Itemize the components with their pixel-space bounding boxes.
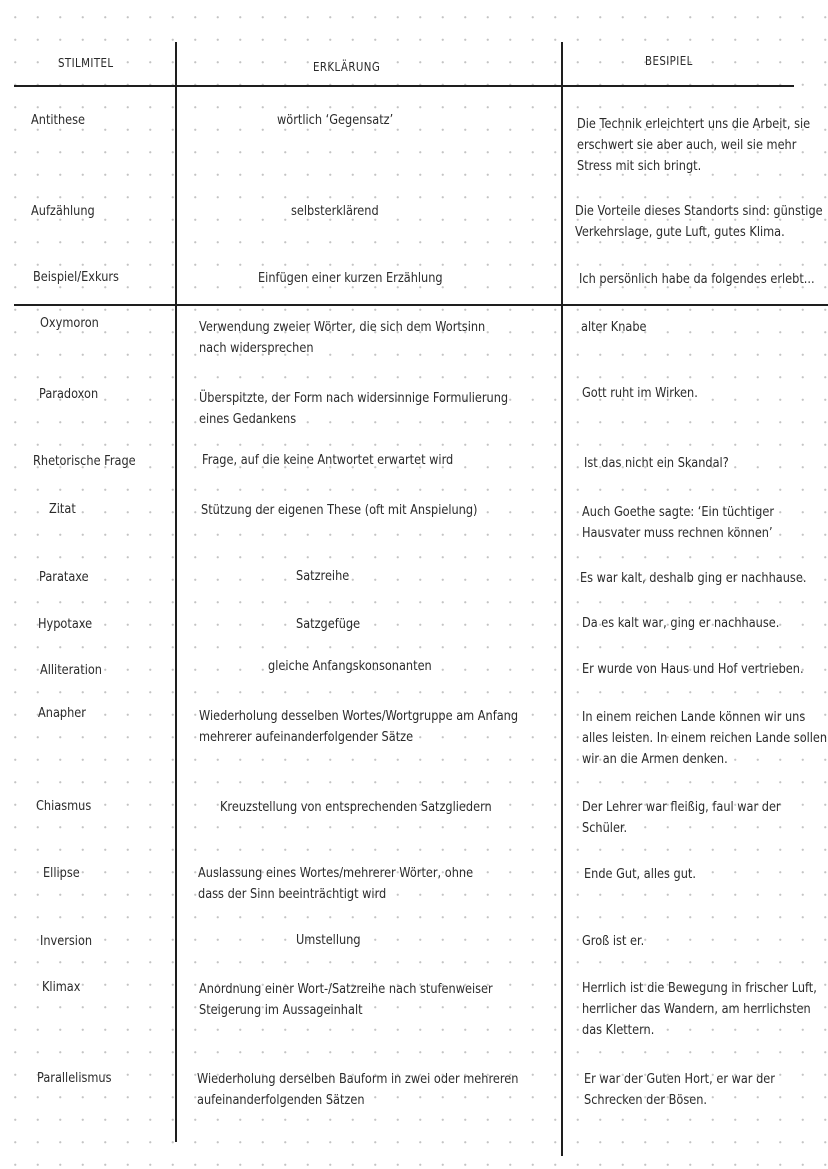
explanation-line: gleiche Anfangskonsonanten bbox=[268, 658, 432, 674]
explanation-line: Einfügen einer kurzen Erzählung bbox=[258, 270, 443, 286]
example-line: Er war der Guten Hort, er war der bbox=[584, 1071, 775, 1087]
example-line: Schüler. bbox=[582, 820, 628, 836]
explanation-line: Auslassung eines Wortes/mehrerer Wörter, ohne bbox=[198, 865, 474, 881]
device-name: Chiasmus bbox=[36, 798, 92, 814]
header-erklaerung: ERKLÄRUNG bbox=[313, 59, 381, 74]
example-line: Die Technik erleichtert uns die Arbeit, sie bbox=[577, 116, 811, 132]
example-line: Schrecken der Bösen. bbox=[584, 1092, 708, 1108]
explanation-line: wörtlich ‘Gegensatz’ bbox=[277, 112, 394, 128]
example-line: Da es kalt war, ging er nachhause. bbox=[582, 615, 780, 631]
explanation-line: mehrerer aufeinanderfolgender Sätze bbox=[199, 729, 414, 745]
device-name: Anapher bbox=[38, 705, 86, 721]
explanation-line: nach widersprechen bbox=[199, 340, 314, 356]
example-line: Ist das nicht ein Skandal? bbox=[584, 455, 729, 471]
example-line: Ich persönlich habe da folgendes erlebt... bbox=[579, 271, 815, 287]
device-name: Beispiel/Exkurs bbox=[33, 269, 119, 285]
explanation-line: Kreuzstellung von entsprechenden Satzgliedern bbox=[220, 799, 492, 815]
device-name: Klimax bbox=[42, 979, 81, 995]
header-stilmittel: STILMITEL bbox=[58, 55, 114, 70]
example-line: Der Lehrer war fleißig, faul war der bbox=[582, 799, 781, 815]
explanation-line: Überspitzte, der Form nach widersinnige Formulierung bbox=[199, 390, 509, 406]
explanation-line: Wiederholung desselben Wortes/Wortgruppe am Anfang bbox=[199, 708, 519, 724]
example-line: Herrlich ist die Bewegung in frischer Luft, bbox=[582, 980, 817, 996]
explanation-line: selbsterklärend bbox=[291, 203, 379, 219]
example-line: erschwert sie aber auch, weil sie mehr bbox=[577, 137, 797, 153]
section-divider bbox=[14, 304, 828, 306]
explanation-line: Wiederholung derselben Bauform in zwei oder mehreren bbox=[197, 1071, 519, 1087]
explanation-line: Umstellung bbox=[296, 932, 361, 948]
explanation-line: dass der Sinn beeinträchtigt wird bbox=[198, 886, 387, 902]
example-line: Ende Gut, alles gut. bbox=[584, 866, 696, 882]
device-name: Paradoxon bbox=[39, 386, 99, 402]
column-divider-right bbox=[561, 42, 563, 1156]
example-line: das Klettern. bbox=[582, 1022, 655, 1038]
device-name: Hypotaxe bbox=[38, 616, 93, 632]
device-name: Aufzählung bbox=[31, 203, 95, 219]
device-name: Inversion bbox=[40, 933, 93, 949]
example-line: Gott ruht im Wirken. bbox=[582, 385, 698, 401]
explanation-line: aufeinanderfolgenden Sätzen bbox=[197, 1092, 365, 1108]
device-name: Parataxe bbox=[39, 569, 89, 585]
device-name: Ellipse bbox=[43, 865, 80, 881]
example-line: Hausvater muss rechnen können’ bbox=[582, 525, 773, 541]
device-name: Antithese bbox=[31, 112, 86, 128]
device-name: Alliteration bbox=[40, 662, 102, 678]
example-line: alles leisten. In einem reichen Lande sollen bbox=[582, 730, 828, 746]
explanation-line: Frage, auf die keine Antwortet erwartet wird bbox=[202, 452, 454, 468]
example-line: Auch Goethe sagte: ‘Ein tüchtiger bbox=[582, 504, 775, 520]
example-line: Verkehrslage, gute Luft, gutes Klima. bbox=[575, 224, 785, 240]
explanation-line: Verwendung zweier Wörter, die sich dem Wortsinn bbox=[199, 319, 486, 335]
column-divider-left bbox=[175, 42, 177, 1142]
explanation-line: Anordnung einer Wort-/Satzreihe nach stufenweiser bbox=[199, 981, 493, 997]
example-line: wir an die Armen denken. bbox=[582, 751, 728, 767]
example-line: Stress mit sich bringt. bbox=[577, 158, 702, 174]
header-beispiel: BESIPIEL bbox=[645, 53, 693, 68]
explanation-line: Steigerung im Aussageinhalt bbox=[199, 1002, 363, 1018]
device-name: Oxymoron bbox=[40, 315, 99, 331]
device-name: Parallelismus bbox=[37, 1070, 112, 1086]
example-line: herrlicher das Wandern, am herrlichsten bbox=[582, 1001, 811, 1017]
explanation-line: eines Gedankens bbox=[199, 411, 297, 427]
explanation-line: Satzgefüge bbox=[296, 616, 361, 632]
explanation-line: Satzreihe bbox=[296, 568, 350, 584]
example-line: alter Knabe bbox=[581, 319, 647, 335]
example-line: Die Vorteile dieses Standorts sind: günstige bbox=[575, 203, 823, 219]
device-name: Rhetorische Frage bbox=[33, 453, 136, 469]
explanation-line: Stützung der eigenen These (oft mit Anspielung) bbox=[201, 502, 478, 518]
example-line: Er wurde von Haus und Hof vertrieben. bbox=[582, 661, 804, 677]
example-line: Es war kalt, deshalb ging er nachhause. bbox=[580, 570, 807, 586]
example-line: Groß ist er. bbox=[582, 933, 645, 949]
example-line: In einem reichen Lande können wir uns bbox=[582, 709, 806, 725]
device-name: Zitat bbox=[49, 501, 76, 517]
header-divider bbox=[14, 85, 794, 87]
